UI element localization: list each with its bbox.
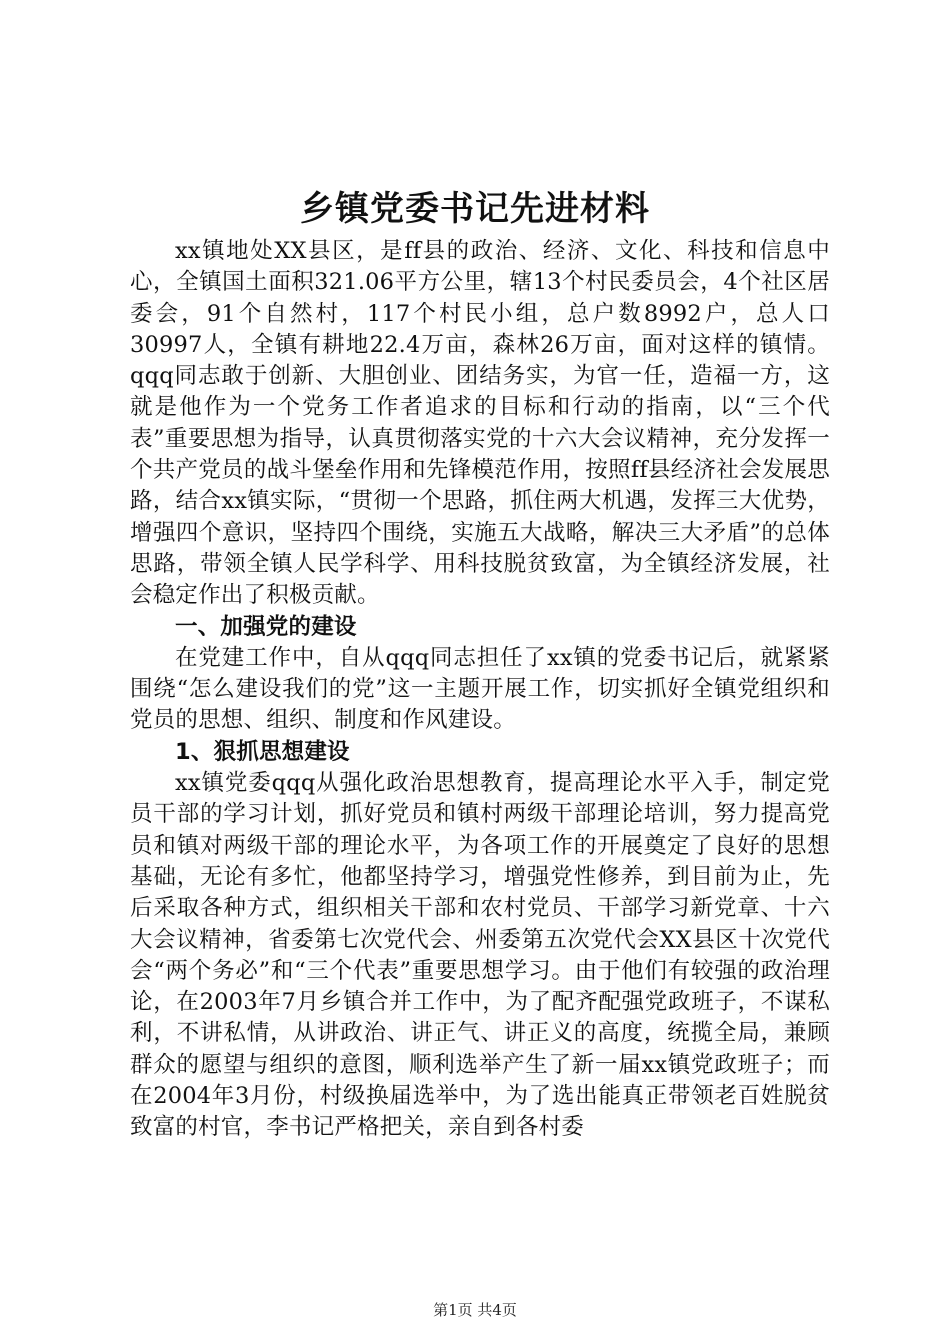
page-footer: 第1页 共4页	[433, 1301, 517, 1319]
document-title: 乡镇党委书记先进材料	[300, 189, 650, 229]
document-body	[130, 236, 830, 1144]
section-paragraph-party-building: 在党建工作中，自从qqq同志担任了xx镇的党委书记后，就紧紧围绕“怎么建设我们的党”这一主题开展工作，切实抓好全镇党组织和党员的思想、组织、制度和作风建设。	[130, 644, 830, 734]
subsection-heading-ideology: 1、狠抓思想建设	[175, 738, 350, 765]
section-heading-party-building: 一、加强党的建设	[175, 613, 357, 640]
subsection-paragraph-ideology: xx镇党委qqq从强化政治思想教育，提高理论水平入手，制定党员干部的学习计划，抓好党员和镇村两级干部理论培训，努力提高党员和镇对两级干部的理论水平，为各项工作的开展奠定了良好的思想基础，无论有多忙，他都坚持学习，增强党性修养，到目前为止，先后采取各种方式，组织相关干部和农村党员、干部学习新党章、十六大会议精神，省委第七次党代会、州委第五次党代会XX县区十次党代会“两个务必”和“三个代表”重要思想学习。由于他们有较强的政治理论，在2003年7月乡镇合并工作中，为了配齐配强党政班子，不谋私利，不讲私情，从讲政治、讲正气、讲正义的高度，统揽全局，兼顾群众的愿望与组织的意图，顺利选举产生了新一届xx镇党政班子；而在2004年3月份，村级换届选举中，为了选出能真正带领老百姓脱贫致富的村官，李书记严格把关，亲自到各村委	[130, 770, 830, 1141]
intro-paragraph: xx镇地处XX县区，是ff县的政治、经济、文化、科技和信息中心，全镇国土面积321.06平方公里，辖13个村民委员会，4个社区居委会，91个自然村，117个村民小组，总户数8992户，总人口30997人，全镇有耕地22.4万亩，森林26万亩，面对这样的镇情。qqq同志敢于创新、大胆创业、团结务实，为官一任，造福一方，这就是他作为一个党务工作者追求的目标和行动的指南，以“三个代表”重要思想为指导，认真贯彻落实党的十六大会议精神，充分发挥一个共产党员的战斗堡垒作用和先锋模范作用，按照ff县经济社会发展思路，结合xx镇实际，“贯彻一个思路，抓住两大机遇，发挥三大优势，增强四个意识，坚持四个围绕，实施五大战略，解决三大矛盾”的总体思路，带领全镇人民学科学、用科技脱贫致富，为全镇经济发展，社会稳定作出了积极贡献。	[130, 238, 830, 609]
